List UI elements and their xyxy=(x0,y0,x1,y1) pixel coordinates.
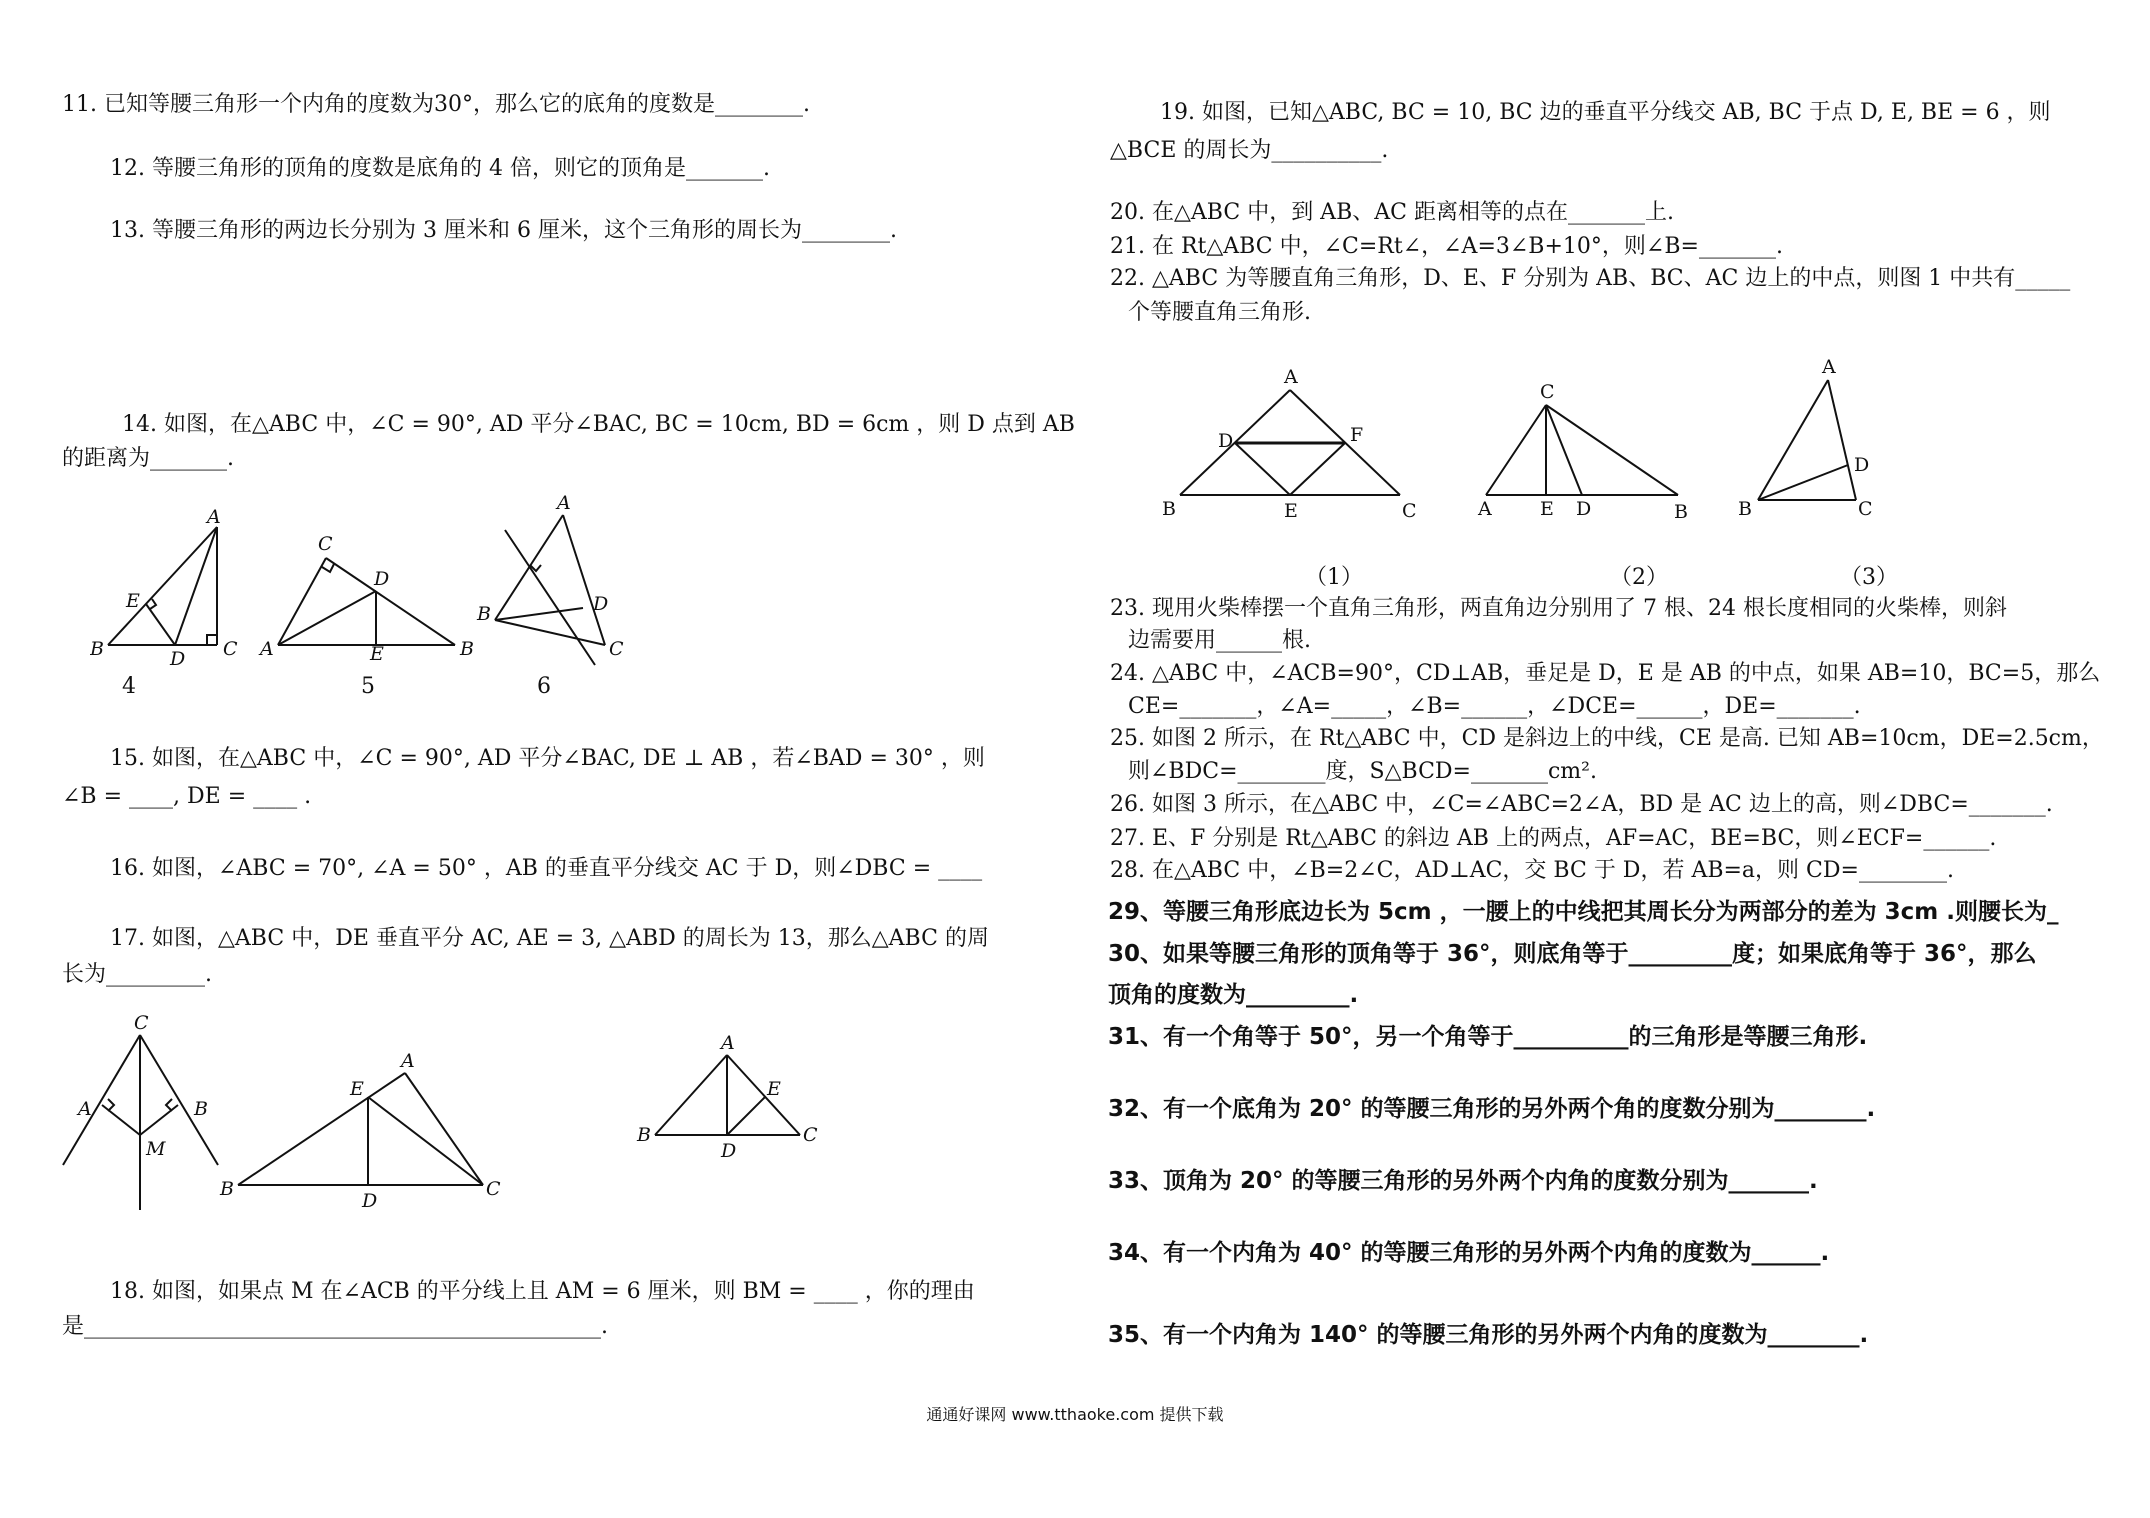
svg-text:D: D xyxy=(374,568,390,590)
svg-text:C: C xyxy=(609,638,624,660)
figure-1 xyxy=(1160,365,1420,525)
figure-2-caption: （2） xyxy=(1610,565,1668,590)
svg-text:C: C xyxy=(134,1015,149,1034)
page-footer: 通通好课网 www.tthaoke.com 提供下载 xyxy=(926,1405,1224,1424)
svg-text:A: A xyxy=(78,1098,92,1120)
figure-5-caption: 5 xyxy=(361,674,375,699)
svg-text:C: C xyxy=(223,638,238,660)
svg-text:B: B xyxy=(90,638,104,660)
question-24-line2: CE=_______，∠A=_____，∠B=______，∠DCE=______，DE=_______. xyxy=(1128,694,1861,719)
svg-text:D: D xyxy=(362,1190,378,1210)
question-12: 12. 等腰三角形的顶角的度数是底角的 4 倍，则它的顶角是_______. xyxy=(110,156,770,181)
svg-text:E: E xyxy=(126,590,140,612)
question-13: 13. 等腰三角形的两边长分别为 3 厘米和 6 厘米，这个三角形的周长为________. xyxy=(110,218,897,243)
svg-text:D: D xyxy=(170,648,186,665)
figure-3-caption: （3） xyxy=(1840,565,1898,590)
question-16: 16. 如图，∠ABC = 70°, ∠A = 50° ，AB 的垂直平分线交 AC 于 D，则∠DBC = ____ xyxy=(110,856,983,881)
svg-text:C: C xyxy=(318,533,333,555)
question-22-line1: 22. △ABC 为等腰直角三角形，D、E、F 分别为 AB、BC、AC 边上的中点，则图 1 中共有_____ xyxy=(1110,266,2071,291)
svg-text:M: M xyxy=(146,1138,166,1160)
question-19-line2: △BCE 的周长为__________. xyxy=(1110,138,1389,163)
question-29: 29、等腰三角形底边长为 5cm ，一腰上的中线把其周长分为两部分的差为 3cm .则腰长为_ xyxy=(1108,899,2059,925)
svg-text:E: E xyxy=(370,643,384,660)
svg-text:A: A xyxy=(260,638,274,660)
question-11: 11. 已知等腰三角形一个内角的度数为30°，那么它的底角的度数是________. xyxy=(62,92,810,117)
figure-17 xyxy=(218,1015,508,1210)
question-18-line1: 18. 如图，如果点 M 在∠ACB 的平分线上且 AM = 6 厘米，则 BM = ____ ，你的理由 xyxy=(110,1279,975,1304)
question-27: 27. E、F 分别是 Rt△ABC 的斜边 AB 上的两点，AF=AC，BE=BC，则∠ECF=______. xyxy=(1110,826,1997,851)
figure-16 xyxy=(635,1035,825,1170)
question-15-line2: ∠B = ____, DE = ____ . xyxy=(62,784,312,809)
question-25-line1: 25. 如图 2 所示，在 Rt△ABC 中，CD 是斜边上的中线，CE 是高. 已知 AB=10cm，DE=2.5cm， xyxy=(1110,726,2104,751)
figure-4 xyxy=(90,505,260,665)
question-17-line2: 长为_________. xyxy=(62,962,212,987)
figure-4-caption: 4 xyxy=(122,674,136,699)
svg-text:B: B xyxy=(1738,498,1752,520)
question-32: 32、有一个底角为 20° 的等腰三角形的另外两个角的度数分别为________. xyxy=(1108,1096,1876,1122)
svg-text:C: C xyxy=(1402,500,1417,522)
question-30-line1: 30、如果等腰三角形的顶角等于 36°，则底角等于_________度；如果底角等于 36°，那么 xyxy=(1108,941,2037,967)
svg-text:B: B xyxy=(220,1178,234,1200)
figure-2 xyxy=(1468,380,1698,525)
svg-text:A: A xyxy=(721,1035,735,1054)
question-21: 21. 在 Rt△ABC 中，∠C=Rt∠，∠A=3∠B+10°，则∠B=_______. xyxy=(1110,234,1783,259)
svg-text:F: F xyxy=(1350,424,1364,446)
figure-5 xyxy=(250,530,480,660)
svg-text:E: E xyxy=(1540,498,1554,520)
svg-text:D: D xyxy=(721,1140,737,1162)
question-22-line2: 个等腰直角三角形. xyxy=(1128,300,1311,325)
svg-text:B: B xyxy=(1162,498,1176,520)
svg-text:A: A xyxy=(1478,498,1492,520)
svg-text:C: C xyxy=(1858,498,1873,520)
question-33: 33、顶角为 20° 的等腰三角形的另外两个内角的度数分别为_______. xyxy=(1108,1168,1818,1194)
question-14-line2: 的距离为_______. xyxy=(62,446,234,471)
svg-text:E: E xyxy=(350,1078,364,1100)
svg-text:D: D xyxy=(1576,498,1592,520)
question-31: 31、有一个角等于 50°，另一个角等于__________的三角形是等腰三角形. xyxy=(1108,1024,1868,1050)
question-30-line2: 顶角的度数为_________. xyxy=(1108,982,1359,1008)
svg-text:D: D xyxy=(1854,454,1870,476)
figure-6-caption: 6 xyxy=(537,674,551,699)
svg-text:E: E xyxy=(767,1078,781,1100)
figure-6 xyxy=(475,495,625,670)
svg-text:B: B xyxy=(477,603,491,625)
svg-text:E: E xyxy=(1284,500,1298,522)
svg-text:B: B xyxy=(1674,501,1688,523)
svg-text:C: C xyxy=(803,1124,818,1146)
question-25-line2: 则∠BDC=________度，S△BCD=_______cm². xyxy=(1128,759,1597,784)
svg-text:B: B xyxy=(460,638,474,660)
svg-text:A: A xyxy=(1822,356,1836,378)
svg-text:A: A xyxy=(401,1050,415,1072)
svg-text:A: A xyxy=(1284,366,1298,388)
svg-text:B: B xyxy=(637,1124,651,1146)
svg-text:A: A xyxy=(207,506,221,528)
svg-text:D: D xyxy=(1218,430,1234,452)
question-34: 34、有一个内角为 40° 的等腰三角形的另外两个内角的度数为______. xyxy=(1108,1240,1830,1266)
figure-angle-bisector xyxy=(58,1015,228,1215)
question-14-line1: 14. 如图，在△ABC 中，∠C = 90°, AD 平分∠BAC, BC = 10cm, BD = 6cm ，则 D 点到 AB xyxy=(122,412,1075,437)
question-23-line1: 23. 现用火柴棒摆一个直角三角形，两直角边分别用了 7 根、24 根长度相同的火柴棒，则斜 xyxy=(1110,596,2007,621)
question-15-line1: 15. 如图，在△ABC 中，∠C = 90°, AD 平分∠BAC, DE ⊥ AB ，若∠BAD = 30° ，则 xyxy=(110,746,985,771)
question-20: 20. 在△ABC 中，到 AB、AC 距离相等的点在_______上. xyxy=(1110,200,1674,225)
question-24-line1: 24. △ABC 中，∠ACB=90°，CD⊥AB，垂足是 D，E 是 AB 的中点，如果 AB=10，BC=5，那么 xyxy=(1110,661,2101,686)
question-17-line1: 17. 如图，△ABC 中，DE 垂直平分 AC, AE = 3, △ABD 的周长为 13，那么△ABC 的周 xyxy=(110,926,989,951)
question-19-line1: 19. 如图，已知△ABC, BC = 10, BC 边的垂直平分线交 AB, BC 于点 D, E, BE = 6 ，则 xyxy=(1160,100,2051,125)
question-35: 35、有一个内角为 140° 的等腰三角形的另外两个内角的度数为________. xyxy=(1108,1322,1869,1348)
svg-text:A: A xyxy=(557,495,571,514)
svg-text:D: D xyxy=(593,593,609,615)
figure-3 xyxy=(1730,355,1890,530)
svg-text:C: C xyxy=(1540,381,1555,403)
question-18-line2: 是_______________________________________________. xyxy=(62,1314,608,1339)
figure-1-caption: （1） xyxy=(1305,565,1363,590)
svg-text:C: C xyxy=(486,1178,501,1200)
question-26: 26. 如图 3 所示，在△ABC 中，∠C=∠ABC=2∠A，BD 是 AC 边上的高，则∠DBC=_______. xyxy=(1110,792,2053,817)
question-23-line2: 边需要用______根. xyxy=(1128,628,1311,653)
question-28: 28. 在△ABC 中，∠B=2∠C，AD⊥AC，交 BC 于 D，若 AB=a，则 CD=________. xyxy=(1110,858,1954,883)
svg-text:B: B xyxy=(194,1098,208,1120)
